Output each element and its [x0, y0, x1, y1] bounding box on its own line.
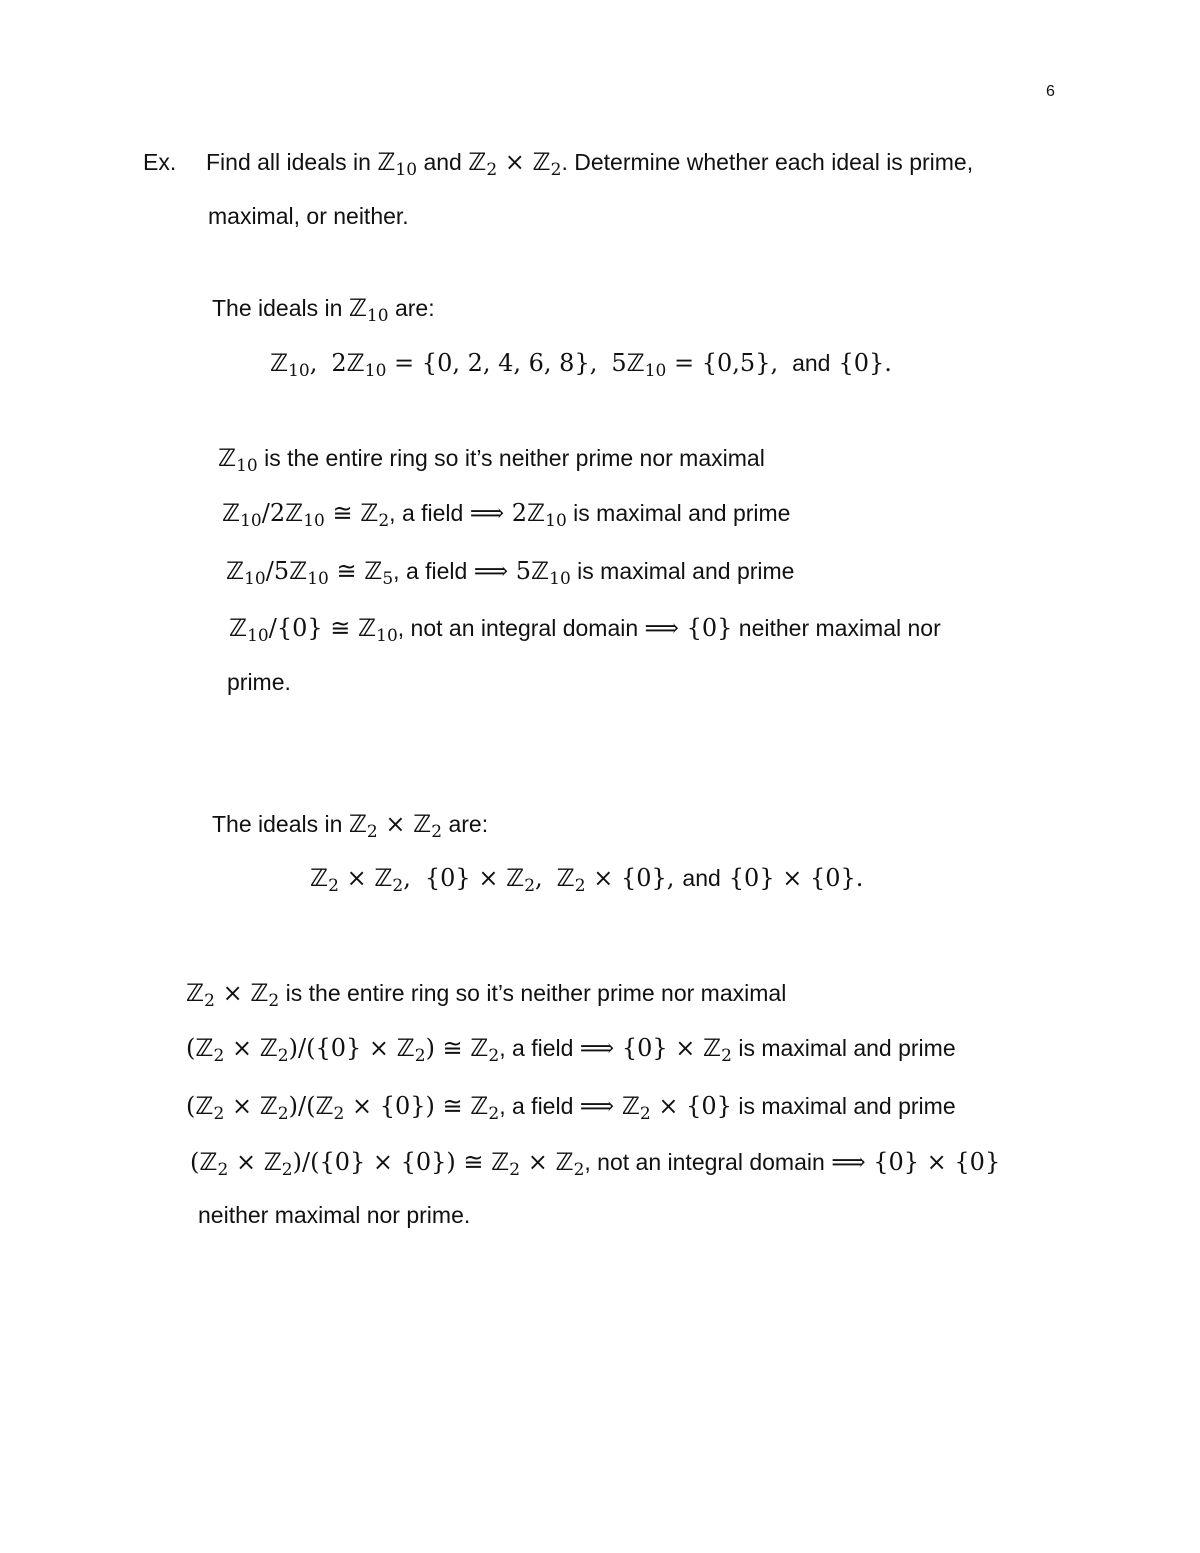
z10-line-zero-cont: prime. [227, 669, 291, 695]
problem-line-2: maximal, or neither. [208, 203, 409, 229]
z2z2-line-0x0: (ℤ$_2$ × ℤ$_2$)/({0} × {0}) ≅ ℤ$_2$ × ℤ$_2$, not an integral domain ⟹ {0} × {0} [190, 1148, 1001, 1180]
z2z2-intro: The ideals in ℤ$_2$ × ℤ$_2$ are: [212, 810, 489, 842]
z10-intro: The ideals in ℤ$_{10}$ are: [212, 294, 435, 326]
z2z2-line-z2x0: (ℤ$_2$ × ℤ$_2$)/(ℤ$_2$ × {0}) ≅ ℤ$_2$, a field ⟹ ℤ$_2$ × {0} is maximal and prime [186, 1092, 956, 1124]
problem-line-1: Find all ideals in ℤ$_{10}$ and ℤ$_2$ × ℤ$_2$. Determine whether each ideal is prime, [206, 148, 974, 180]
z10-line-zero: ℤ$_{10}$/{0} ≅ ℤ$_{10}$, not an integral domain ⟹ {0} neither maximal nor [229, 614, 941, 646]
z10-ideal-list: ℤ$_{10}$, 2ℤ$_{10}$ = {0, 2, 4, 6, 8}, 5ℤ$_{10}$ = {0,5}, and {0}. [270, 349, 892, 381]
z10-line-entire: ℤ$_{10}$ is the entire ring so it’s neither prime nor maximal [218, 444, 765, 476]
z2z2-line-entire: ℤ$_2$ × ℤ$_2$ is the entire ring so it’s neither prime nor maximal [186, 979, 787, 1011]
page-number: 6 [1046, 83, 1055, 100]
example-label: Ex. [143, 149, 177, 175]
z2z2-line-0x0-cont: neither maximal nor prime. [198, 1202, 471, 1228]
z2z2-line-0xz2: (ℤ$_2$ × ℤ$_2$)/({0} × ℤ$_2$) ≅ ℤ$_2$, a field ⟹ {0} × ℤ$_2$ is maximal and prime [186, 1034, 956, 1066]
z10-line-5z10: ℤ$_{10}$/5ℤ$_{10}$ ≅ ℤ$_5$, a field ⟹ 5ℤ$_{10}$ is maximal and prime [226, 557, 795, 589]
z10-line-2z10: ℤ$_{10}$/2ℤ$_{10}$ ≅ ℤ$_2$, a field ⟹ 2ℤ$_{10}$ is maximal and prime [222, 499, 791, 531]
z2z2-ideal-list: ℤ$_2$ × ℤ$_2$, {0} × ℤ$_2$, ℤ$_2$ × {0}, and {0} × {0}. [310, 864, 864, 896]
